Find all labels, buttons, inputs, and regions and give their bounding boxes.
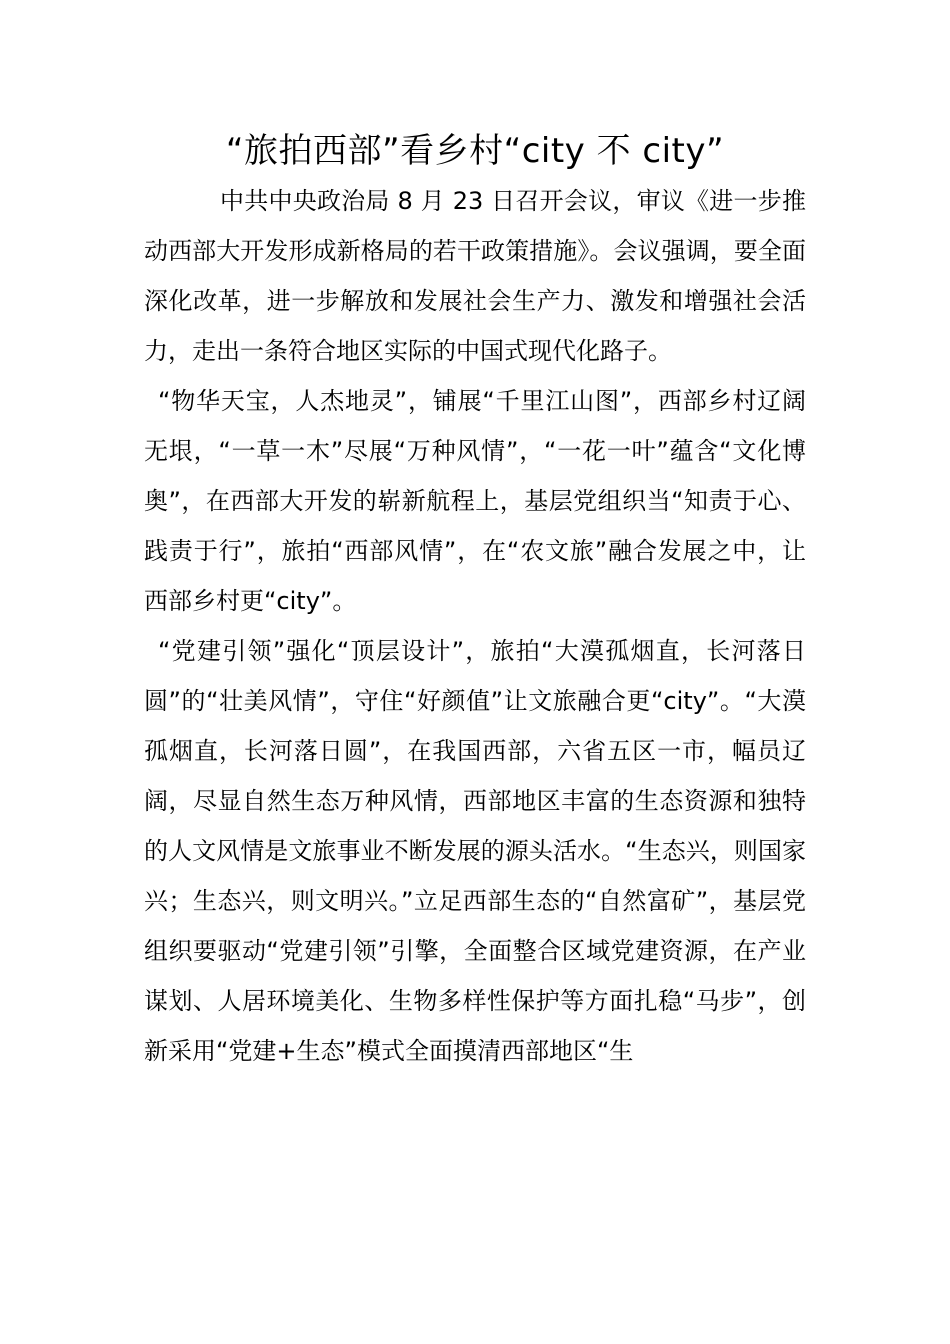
paragraph-3: “党建引领”强化“顶层设计”，旅拍“大漠孤烟直，长河落日圆”的“壮美风情”，守住“好颜值”让文旅融合更“city”。“大漠孤烟直，长河落日圆”，在我国西部，六省五区一市，幅员辽阔，尽显自然生态万种风情，西部地区丰富的生态资源和独特的人文风情是文旅事业不断发展的源头活水。“生态兴，则国家兴；生态兴，则文明兴。”立足西部生态的“自然富矿”，基层党组织要驱动“党建引领”引擎，全面整合区域党建资源，在产业谋划、人居环境美化、生物多样性保护等方面扎稳“马步”，创新采用“党建+生态”模式全面摸清西部地区“生 bbox=[144, 637, 806, 1065]
article-body bbox=[144, 176, 806, 1076]
paragraph-2: “物华天宝，人杰地灵”，铺展“千里江山图”，西部乡村辽阔无垠，“一草一木”尽展“万种风情”，“一花一叶”蕴含“文化博奥”，在西部大开发的崭新航程上，基层党组织当“知责于心、践责于行”，旅拍“西部风情”，在“农文旅”融合发展之中，让西部乡村更“city”。 bbox=[144, 387, 806, 615]
article-title: “旅拍西部”看乡村“city 不 city” bbox=[225, 131, 725, 171]
paragraph-1: 中共中央政治局 8 月 23 日召开会议，审议《进一步推动西部大开发形成新格局的若干政策措施》。会议强调，要全面深化改革，进一步解放和发展社会生产力、激发和增强社会活力，走出一条符合地区实际的中国式现代化路子。 bbox=[144, 187, 806, 365]
